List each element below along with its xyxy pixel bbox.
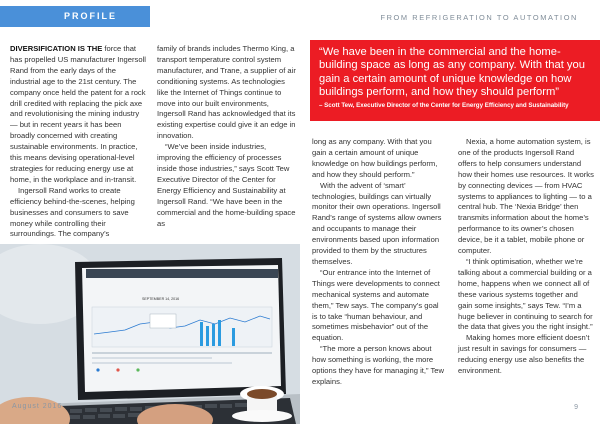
paragraph — [10, 44, 148, 186]
lead-in: DIVERSIFICATION IS THE — [10, 44, 103, 53]
paragraph: long as any company. With that you gain a certain amount of unique knowledge on how buildings perform, and how they should perform.” — [312, 137, 438, 179]
left-column-1 — [10, 44, 148, 240]
paragraph: “Our entrance into the Internet of Things were developments to connect mechanical systems and automate them,” Tew says. The company’s goal is to take “human behaviour, and sometimes misbehavior” out of the equation. — [312, 267, 440, 343]
paragraph-text: force that has propelled US manufacturer Ingersoll Rand from the early days of the industrial age to the 21st century. The company once held the patent for a rock drill credited with replacing the pick axe and revolutionising the mining industry — but in recent years it has been broadly concerned with creating sustainable environments. In practice, this means devising operational-level strategies for reducing energy use at home, in the workplace and in-transit. — [10, 44, 146, 184]
paragraph: With the advent of ‘smart’ technologies, buildings can virtually monitor their own operations. Ingersoll Rand’s range of systems allow owners and occupants to manage their environments based upon information provided to them by the structures themselves. — [312, 180, 442, 266]
left-column-2 — [157, 44, 297, 229]
pull-quote-text: “We have been in the commercial and the home-building space as long as any company. With that you gain a certain amount of unique knowledge on how buildings perform, and how they should perform” — [319, 46, 585, 98]
paragraph: “We’ve been inside industries, improving the efficiency of processes inside those industries,” says Scott Tew Executive Director of the Center for Energy Efficiency and Sustainability at Ingersoll Rand. “We have been in the commercial and the home-building space as — [157, 142, 296, 228]
paragraph: Nexia, a home automation system, is one of the products Ingersoll Rand offers to help consumers understand how their homes use resources. It works by connecting devices — from HVAC systems to appliances to lighting — to a central hub. The ‘Nexia Bridge’ then transmits information about the home’s performance to its owner’s chosen device, be it a tablet, mobile phone or computer. — [458, 137, 594, 256]
laptop-illustration — [0, 244, 300, 424]
page-number: 9 — [574, 404, 578, 411]
section-label: PROFILE — [0, 6, 150, 27]
paragraph: “I think optimisation, whether we’re talking about a commercial building or a home, happens when we connect all of these various systems together and gain some insights,” says Tew. “I’m a huge believer in continuing to search for the data that gives you the right insight.” — [458, 256, 593, 332]
screen-title: SEPTEMBER 14, 2016 — [142, 297, 180, 301]
right-page — [300, 0, 600, 424]
pull-quote — [310, 40, 600, 121]
right-column-2 — [458, 137, 594, 377]
issue-date: August 2016 — [12, 403, 63, 410]
paragraph: Making homes more efficient doesn’t just result in savings for consumers — reducing energy use also benefits the environment. — [458, 333, 590, 376]
pull-quote-attribution: – Scott Tew, Executive Director of the Center for Energy Efficiency and Sustainability — [319, 102, 569, 110]
paragraph: family of brands includes Thermo King, a transport temperature control system manufacturer, and Trane, a supplier of air conditioning systems. As technologies like the Internet of Things continue to move into our built environments, Ingersoll Rand has acknowledged that its existing expertise could give it an edge in innovation. — [157, 44, 296, 141]
paragraph: Ingersoll Rand works to create efficiency behind-the-scenes, helping businesses and consumers to save money while controlling their surroundings. The company’s — [10, 185, 135, 239]
right-column-1 — [312, 137, 446, 388]
paragraph: “The more a person knows about how something is working, the more options they have for managing it,” Tew explains. — [312, 344, 444, 386]
running-header: FROM REFRIGERATION TO AUTOMATION — [380, 13, 578, 22]
laptop-photo — [0, 244, 300, 424]
